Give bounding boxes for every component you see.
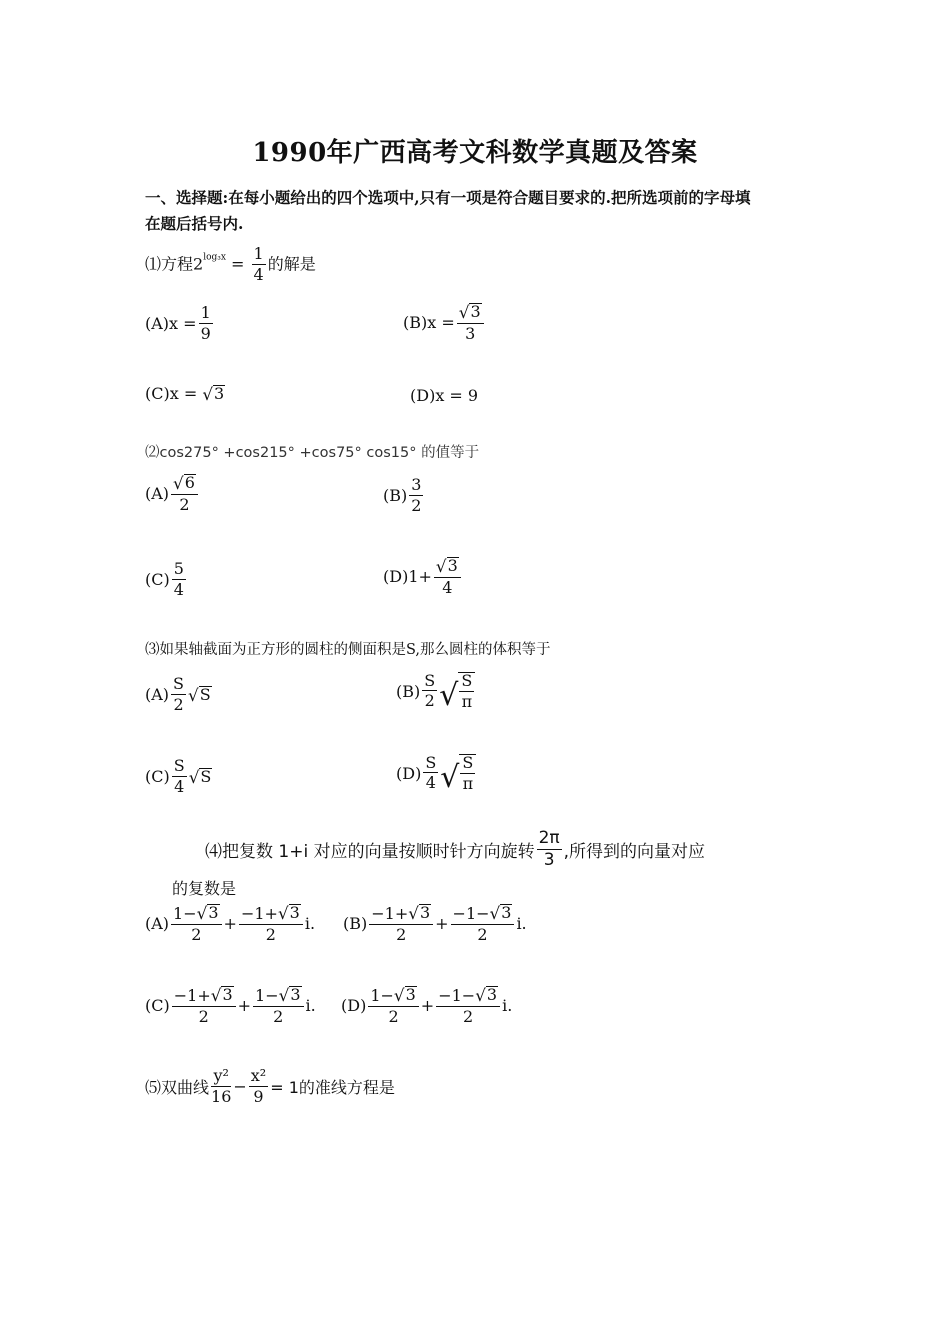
- page-title: 1990年广西高考文科数学真题及答案: [252, 138, 698, 168]
- question-4-stem: ⑷把复数 1+i 对应的向量按顺时针方向旋转 $\frac{2\pi}{3}$ ,所得到的向量对应: [205, 828, 706, 870]
- question-4-option-c: (C) −1+ √ 3 2 + 1− √ 3 2 i.: [145, 985, 316, 1026]
- question-4-option-d: (D) 1− √ 3 2 + −1− √ 3 2 i.: [341, 985, 513, 1026]
- question-3-option-b: (B) $\frac{S}{2}$ √ $\frac{S}{\pi}$: [396, 672, 475, 711]
- question-4-option-b: (B) −1+ √ 3 2 + −1− √ 3 2 i.: [343, 903, 527, 944]
- question-3-stem: ⑶如果轴截面为正方形的圆柱的侧面积是S,那么圆柱的体积等于: [145, 642, 551, 658]
- question-1-option-b: (B)x = √ 3 3: [403, 303, 486, 343]
- question-1-option-d: (D)x = 9: [410, 386, 479, 405]
- question-2-option-a: (A) √ 6 2: [145, 474, 200, 514]
- question-1-option-c: (C)x = √ 3: [145, 383, 225, 404]
- question-3-option-d: (D) $\frac{S}{4}$ √ $\frac{S}{\pi}$: [396, 754, 476, 793]
- question-4-option-a: (A) 1− √ 3 2 + −1+ √ 3 2 i.: [145, 903, 316, 944]
- question-3-option-a: (A) $\frac{S}{2}$ √ S: [145, 674, 211, 714]
- section-instructions-line2: 在题后括号内.: [145, 214, 244, 233]
- question-2-option-c: (C) $\frac{5}{4}$: [145, 559, 184, 599]
- question-2-stem: ⑵cos275° +cos215° +cos75° cos15° 的值等于: [145, 445, 480, 461]
- question-1-option-a: (A)x = $\frac{1}{9}$: [145, 303, 211, 343]
- question-3-option-c: (C) $\frac{S}{4}$ √ S: [145, 756, 212, 796]
- question-1-stem: ⑴方程$2^{log_3x}$ = $\frac{1}{4}$ 的解是: [145, 244, 316, 284]
- question-2-option-d: (D)1+ √ 3 4: [383, 557, 463, 597]
- question-5-stem: ⑸双曲线 $\frac{\text{y²}}{16}$ − $\frac{\text{x²}}{9}$ = 1的准线方程是: [145, 1066, 395, 1106]
- question-2-option-b: (B) $\frac{3}{2}$: [383, 475, 422, 515]
- section-instructions-line1: 一、选择题:在每小题给出的四个选项中,只有一项是符合题目要求的.把所选项前的字母填: [145, 188, 751, 207]
- question-4-stem-line2: 的复数是: [172, 879, 237, 898]
